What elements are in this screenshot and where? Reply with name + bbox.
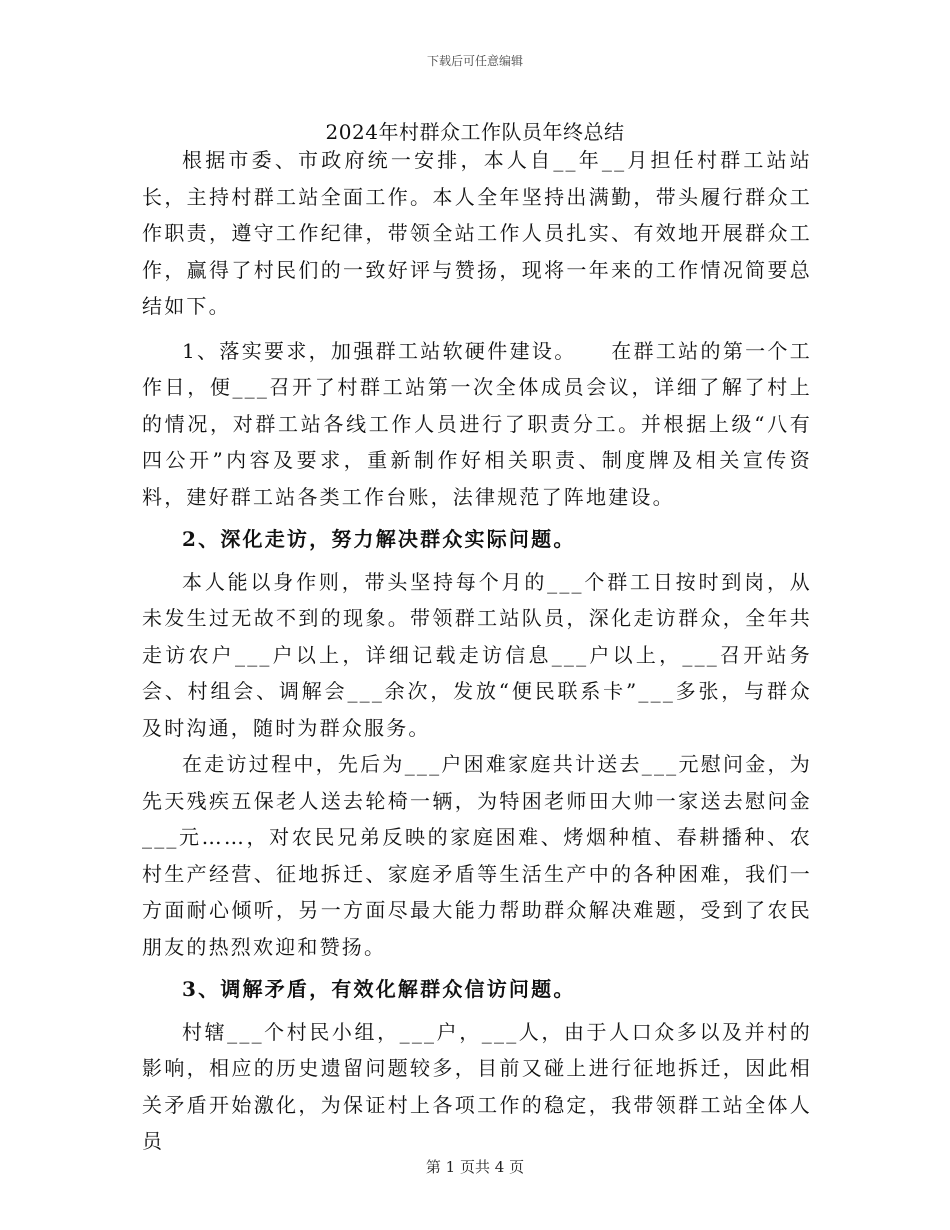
section-2-heading: 2、深化走访，努力解决群众实际问题。: [182, 527, 576, 551]
section-3-heading: 3、调解矛盾，有效化解群众信访问题。: [182, 977, 576, 1001]
section-3-paragraph: 村辖___个村民小组，___户，___人，由于人口众多以及并村的影响，相应的历史遗留问题较多，目前又碰上进行征地拆迁，因此相关矛盾开始激化，为保证村上各项工作的稳定，我带领群工站全体人员: [142, 1019, 812, 1153]
document-title: 2024年村群众工作队员年终总结: [325, 120, 625, 144]
section-2-paragraph-2: 在走访过程中，先后为___户困难家庭共计送去___元慰问金，为先天残疾五保老人送去轮椅一辆，为特困老师田大帅一家送去慰问金___元……，对农民兄弟反映的家庭困难、烤烟种植、春耕播种、农村生产经营、征地拆迁、家庭矛盾等生活生产中的各种困难，我们一方面耐心倾听，另一方面尽最大能力帮助群众解决难题，受到了农民朋友的热烈欢迎和赞扬。: [142, 752, 812, 959]
intro-paragraph: 根据市委、市政府统一安排，本人自__年__月担任村群工站站长，主持村群工站全面工作。本人全年坚持出满勤，带头履行群众工作职责，遵守工作纪律，带领全站工作人员扎实、有效地开展群众工作，赢得了村民们的一致好评与赞扬，现将一年来的工作情况简要总结如下。: [142, 148, 812, 318]
section-1-paragraph: 1、落实要求，加强群工站软硬件建设。 在群工站的第一个工作日，便___召开了村群工站第一次全体成员会议，详细了解了村上的情况，对群工站各线工作人员进行了职责分工。并根据上级“八有四公开”内容及要求，重新制作好相关职责、制度牌及相关宣传资料，建好群工站各类工作台账，法律规范了阵地建设。: [142, 338, 812, 509]
header-note: 下载后可任意编辑: [426, 54, 523, 68]
section-2-paragraph-1: 本人能以身作则，带头坚持每个月的___个群工日按时到岗，从未发生过无故不到的现象。带领群工站队员，深化走访群众，全年共走访农户___户以上，详细记载走访信息___户以上，___召开站务会、村组会、调解会___余次，发放“便民联系卡”___多张，与群众及时沟通，随时为群众服务。: [142, 569, 812, 740]
document-body: [142, 142, 812, 1160]
page-footer: 第 1 页共 4 页: [425, 1158, 525, 1176]
